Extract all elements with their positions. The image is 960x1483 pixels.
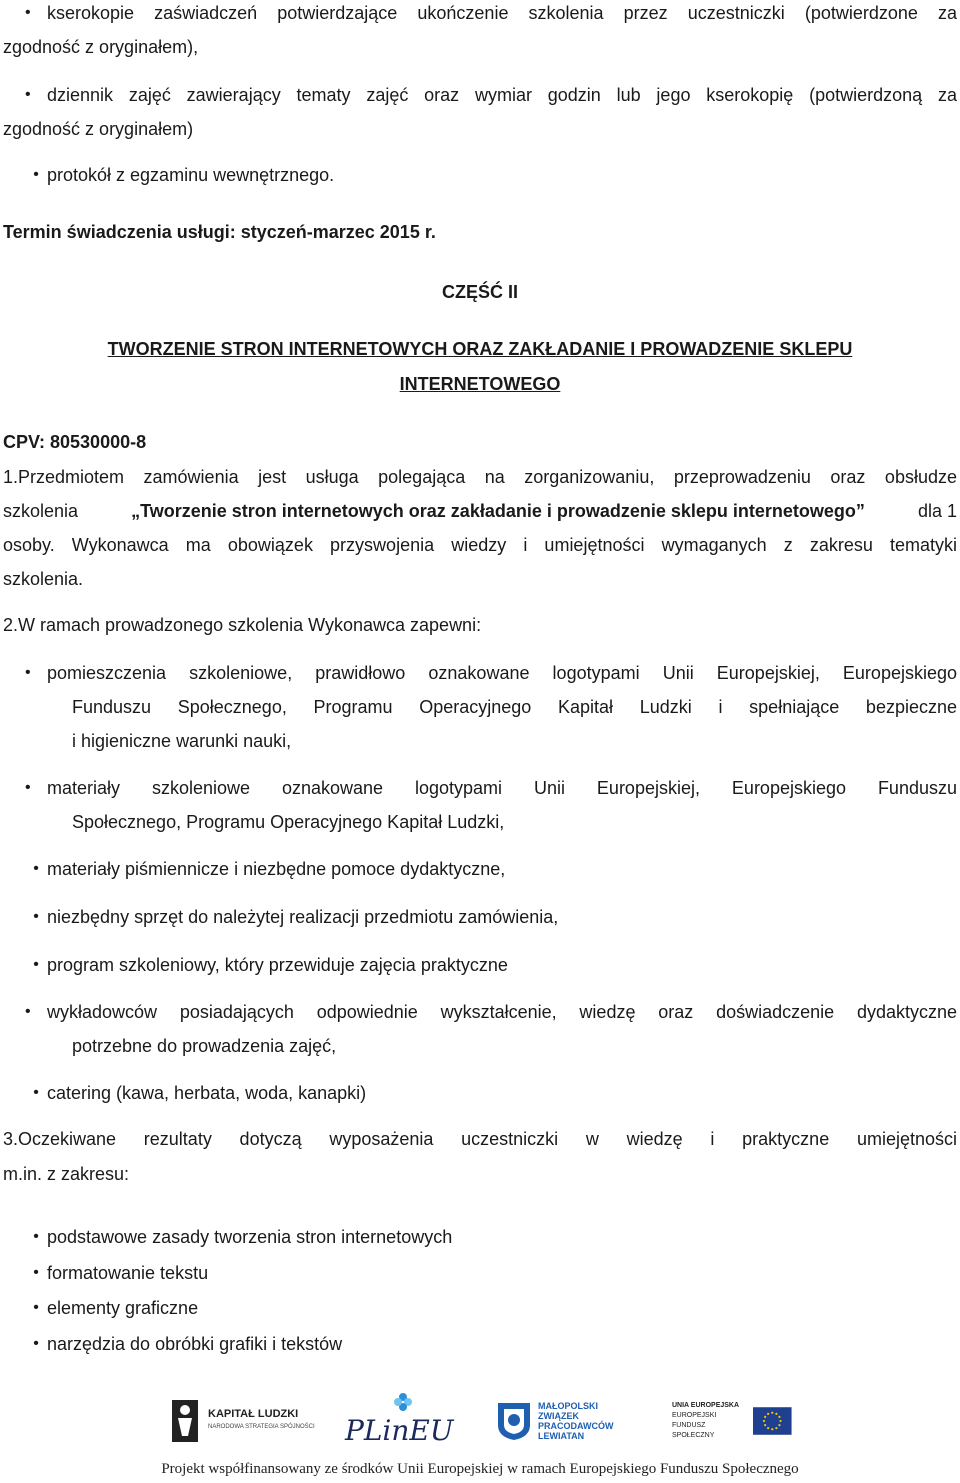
list-item	[25, 1297, 957, 1319]
list-item	[25, 906, 957, 928]
eu-star-icon	[779, 1416, 781, 1418]
plineu-logo	[345, 1388, 465, 1454]
bullet-icon: •	[33, 908, 39, 925]
logo-text: FUNDUSZ SPOŁECZNY	[672, 1422, 715, 1439]
list-item-text: kserokopie zaświadczeń potwierdzające ukończenie szkolenia przez uczestniczki (potwierdzone za	[47, 3, 957, 23]
paragraph-1-line: osoby. Wykonawca ma obowiązek przyswojenia wiedzy i umiejętności wymaganych z zakresu tematyki	[3, 535, 957, 555]
logo-text: EUROPEJSKI	[672, 1412, 717, 1419]
list-item-text: materiały szkoleniowe oznakowane logotypami Unii Europejskiej, Europejskiego Funduszu	[47, 778, 957, 798]
logo-text: ZWIĄZEK	[538, 1411, 579, 1421]
bullet-icon: •	[33, 956, 39, 973]
list-item	[25, 2, 957, 24]
eu-logo	[672, 1388, 792, 1454]
eu-star-icon	[780, 1420, 782, 1422]
logo-text: UNIA EUROPEJSKA	[672, 1402, 740, 1409]
list-item	[25, 164, 957, 186]
list-item	[25, 1333, 957, 1355]
logo-text: MAŁOPOLSKI	[538, 1401, 598, 1411]
paragraph-3-line: m.in. z zakresu:	[3, 1164, 130, 1184]
list-item-continuation: Funduszu Społecznego, Programu Operacyjnego Kapitał Ludzki i spełniające bezpieczne	[72, 697, 957, 717]
list-item	[25, 662, 957, 684]
logo-text: PLinEU	[345, 1413, 454, 1447]
kapital-ludzki-logo	[168, 1388, 318, 1454]
text: dla 1	[917, 501, 957, 521]
list-item-continuation: i higieniczne warunki nauki,	[72, 731, 292, 751]
bullet-icon: •	[33, 1228, 39, 1245]
bullet-icon: •	[25, 664, 31, 681]
list-item-text: program szkoleniowy, który przewiduje zajęcia praktyczne	[47, 955, 508, 975]
section-title: TWORZENIE STRON INTERNETOWYCH ORAZ ZAKŁADANIE I PROWADZENIE SKLEPU	[107, 339, 853, 359]
list-item-text: pomieszczenia szkoleniowe, prawidłowo oznakowane logotypami Unii Europejskiej, Europejskiego	[47, 663, 957, 683]
bullet-icon: •	[33, 1084, 39, 1101]
paragraph-1-line: 1.Przedmiotem zamówienia jest usługa polegająca na zorganizowaniu, przeprowadzeniu oraz obsłudze	[3, 467, 957, 487]
list-item-continuation: Społecznego, Programu Operacyjnego Kapitał Ludzki,	[72, 812, 505, 832]
eu-star-icon	[767, 1427, 769, 1429]
list-item	[25, 1226, 957, 1248]
list-item	[25, 954, 957, 976]
eu-star-icon	[779, 1424, 781, 1426]
service-term: Termin świadczenia usługi: styczeń-marzec 2015 r.	[3, 222, 436, 242]
logo-text: PRACODAWCÓW	[538, 1421, 614, 1431]
list-item	[25, 1001, 957, 1023]
footer-note: Projekt współfinansowany ze środków Unii Europejskiej w ramach Europejskiego Funduszu Społecznego	[161, 1461, 799, 1477]
eu-star-icon	[764, 1416, 766, 1418]
list-item-text: elementy graficzne	[47, 1298, 199, 1318]
list-item-text: materiały piśmiennicze i niezbędne pomoce dydaktyczne,	[47, 859, 506, 879]
paragraph-1-line: szkolenia.	[3, 569, 84, 589]
logo-text: KAPITAŁ LUDZKI	[208, 1408, 299, 1420]
list-item-continuation: zgodność z oryginałem)	[3, 119, 194, 139]
shield-icon	[496, 1401, 532, 1441]
eu-star-icon	[772, 1412, 774, 1414]
eu-star-icon	[763, 1420, 765, 1422]
bullet-icon: •	[33, 1264, 39, 1281]
cpv-code: CPV: 80530000-8	[3, 432, 147, 452]
eu-star-icon	[776, 1413, 778, 1415]
eu-star-icon	[767, 1413, 769, 1415]
list-item	[25, 858, 957, 880]
list-item	[25, 777, 957, 799]
eu-star-icon	[776, 1427, 778, 1429]
course-title: „Tworzenie stron internetowych oraz zakładanie i prowadzenie sklepu internetowego”	[131, 501, 865, 521]
list-item	[25, 1262, 957, 1284]
bullet-icon: •	[33, 166, 39, 183]
bullet-icon: •	[25, 1003, 31, 1020]
list-item-text: protokół z egzaminu wewnętrznego.	[47, 165, 335, 185]
text: szkolenia	[3, 501, 79, 521]
eu-flag-icon	[753, 1406, 792, 1436]
paragraph-2: 2.W ramach prowadzonego szkolenia Wykonawca zapewni:	[3, 615, 482, 635]
list-item-text: niezbędny sprzęt do należytej realizacji przedmiotu zamówienia,	[47, 907, 559, 927]
footer-logos	[0, 1388, 960, 1458]
section-title-line1	[0, 338, 960, 360]
logo-subtext: NARODOWA STRATEGIA SPÓJNOŚCI	[208, 1424, 315, 1430]
bullet-icon: •	[25, 86, 31, 103]
list-item-text: formatowanie tekstu	[47, 1263, 209, 1283]
flower-icon	[393, 1392, 413, 1412]
eu-star-icon	[764, 1424, 766, 1426]
list-item-text: catering (kawa, herbata, woda, kanapki)	[47, 1083, 367, 1103]
paragraph-1-line2	[3, 500, 957, 522]
list-item-continuation: zgodność z oryginałem),	[3, 37, 199, 57]
bullet-icon: •	[25, 779, 31, 796]
bullet-icon: •	[33, 1335, 39, 1352]
list-item-text: narzędzia do obróbki grafiki i tekstów	[47, 1334, 343, 1354]
bullet-icon: •	[25, 4, 31, 21]
list-item	[25, 84, 957, 106]
bullet-icon: •	[33, 1299, 39, 1316]
paragraph-3-line: 3.Oczekiwane rezultaty dotyczą wyposażenia uczestniczki w wiedzę i praktyczne umiejętności	[3, 1129, 957, 1149]
list-item-text: dziennik zajęć zawierający tematy zajęć oraz wymiar godzin lub jego kserokopię (potwierdzoną za	[47, 85, 957, 105]
list-item-continuation: potrzebne do prowadzenia zajęć,	[72, 1036, 337, 1056]
part-heading: CZĘŚĆ II	[441, 282, 518, 302]
logo-text: LEWIATAN	[538, 1431, 585, 1441]
kapital-ludzki-icon	[168, 1396, 202, 1446]
section-title-line2	[0, 373, 960, 395]
section-title-cont: INTERNETOWEGO	[399, 374, 561, 394]
list-item-text: wykładowców posiadających odpowiednie wykształcenie, wiedzę oraz doświadczenie dydaktyczne	[47, 1002, 957, 1022]
eu-star-icon	[772, 1428, 774, 1430]
bullet-icon: •	[33, 860, 39, 877]
lewiatan-logo	[496, 1388, 626, 1454]
list-item	[25, 1082, 957, 1104]
list-item-text: podstawowe zasady tworzenia stron internetowych	[47, 1227, 453, 1247]
